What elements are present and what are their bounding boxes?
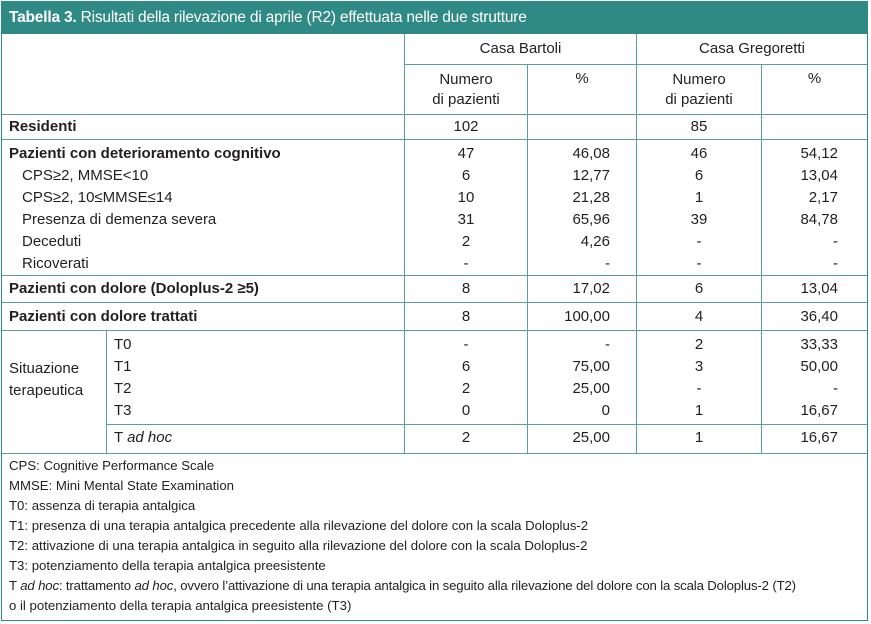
row-t0-cb-n: - — [463, 336, 469, 353]
row-t2-label: T2 — [114, 380, 132, 397]
fn-tadhoc-b: ad hoc — [20, 578, 59, 593]
header-cg-percent: % — [807, 70, 822, 87]
situazione-terapeutica-label — [9, 358, 83, 402]
row-deterioramento-cb-n: 47 — [457, 145, 475, 162]
row-t1-cb-p: 75,00 — [572, 358, 610, 375]
grid-line — [2, 114, 867, 115]
row-ricoverati-label: Ricoverati — [22, 255, 89, 272]
row-demenza-cg-p: 84,78 — [800, 211, 838, 228]
row-tadhoc-cb-p: 25,00 — [572, 429, 610, 446]
row-t0-cg-p: 33,33 — [800, 336, 838, 353]
header-cb-percent: % — [575, 70, 589, 87]
header-numero-line1: Numero — [439, 71, 493, 88]
row-t1-cb-n: 6 — [461, 358, 471, 375]
row-deterioramento-label: Pazienti con deterioramento cognitivo — [9, 145, 281, 162]
row-demenza-cb-n: 31 — [457, 211, 475, 228]
grid-line — [2, 330, 867, 331]
row-deterioramento-cg-n: 46 — [690, 145, 708, 162]
table-number: Tabella 3. — [9, 9, 77, 26]
header-cb-numero — [405, 70, 527, 110]
footnote-t1: T1: presenza di una terapia antalgica precedente alla rilevazione del dolore con la scala Doloplus-2 — [9, 518, 589, 533]
situazione-line1: Situazione — [9, 360, 80, 377]
table-frame — [1, 1, 868, 621]
footnote-tadhoc-line2: o il potenziamento della terapia antalgica preesistente (T3) — [9, 598, 352, 613]
grid-line — [2, 302, 867, 303]
row-residenti-cg-n: 85 — [690, 118, 708, 135]
row-ricoverati-cb-n: - — [463, 255, 469, 272]
row-t3-cb-p: 0 — [601, 402, 610, 419]
row-tadhoc-cb-n: 2 — [461, 429, 471, 446]
row-dolore-label: Pazienti con dolore (Doloplus-2 ≥5) — [9, 280, 259, 297]
row-cps2-cb-p: 21,28 — [572, 189, 610, 206]
footnote-tadhoc — [9, 576, 796, 596]
row-cps1-cg-n: 6 — [694, 167, 704, 184]
row-dolore-cb-p: 17,02 — [572, 280, 610, 297]
row-trattati-cg-p: 36,40 — [800, 308, 838, 325]
row-dolore-cg-p: 13,04 — [800, 280, 838, 297]
row-demenza-cb-p: 65,96 — [572, 211, 610, 228]
row-tadhoc-cg-p: 16,67 — [800, 429, 838, 446]
row-cps1-cb-n: 6 — [461, 167, 471, 184]
fn-tadhoc-d: ad hoc — [134, 578, 174, 593]
row-t3-cg-p: 16,67 — [800, 402, 838, 419]
row-t1-label: T1 — [114, 358, 132, 375]
row-demenza-label: Presenza di demenza severa — [22, 211, 217, 228]
row-deceduti-cb-p: 4,26 — [580, 233, 610, 250]
row-t1-cg-n: 3 — [694, 358, 704, 375]
fn-tadhoc-a: T — [9, 578, 21, 593]
row-t3-cg-n: 1 — [694, 402, 704, 419]
row-t2-cg-n: - — [696, 380, 702, 397]
row-ricoverati-cg-p: - — [833, 255, 838, 272]
fn-tadhoc-e: , ovvero l’attivazione di una terapia antalgica in seguito alla rilevazione del dolore con la scala Doloplus-2 (T2) — [173, 578, 796, 593]
row-t2-cb-n: 2 — [461, 380, 471, 397]
tadhoc-italic: ad hoc — [127, 429, 173, 446]
row-t0-label: T0 — [114, 336, 132, 353]
grid-line — [2, 453, 867, 454]
footnote-cps: CPS: Cognitive Performance Scale — [9, 458, 215, 473]
header-cg-numero — [637, 70, 761, 110]
header-numero-line2: di pazienti — [665, 91, 733, 108]
table-caption: Risultati della rilevazione di aprile (R2) effettuata nelle due strutture — [80, 9, 527, 26]
row-trattati-cb-n: 8 — [461, 308, 471, 325]
tadhoc-t: T — [114, 429, 123, 446]
row-t1-cg-p: 50,00 — [800, 358, 838, 375]
row-deterioramento-cb-p: 46,08 — [572, 145, 610, 162]
row-deceduti-cb-n: 2 — [461, 233, 471, 250]
fn-tadhoc-c: : trattamento — [58, 578, 135, 593]
grid-line — [106, 330, 107, 453]
row-t0-cg-n: 2 — [694, 336, 704, 353]
row-deceduti-cg-p: - — [833, 233, 838, 250]
grid-line — [404, 64, 867, 65]
row-t0-cb-p: - — [605, 336, 610, 353]
footnote-mmse: MMSE: Mini Mental State Examination — [9, 478, 235, 493]
row-cps1-cg-p: 13,04 — [800, 167, 838, 184]
row-dolore-cg-n: 6 — [694, 280, 704, 297]
row-ricoverati-cg-n: - — [696, 255, 702, 272]
row-deceduti-label: Deceduti — [22, 233, 82, 250]
grid-line — [2, 139, 867, 140]
header-casa-gregoretti: Casa Gregoretti — [699, 40, 805, 57]
table-title — [2, 2, 867, 34]
row-tadhoc-cg-n: 1 — [694, 429, 704, 446]
row-t3-label: T3 — [114, 402, 132, 419]
row-dolore-cb-n: 8 — [461, 280, 471, 297]
footnote-t0: T0: assenza di terapia antalgica — [9, 498, 196, 513]
row-t3-cb-n: 0 — [461, 402, 471, 419]
situazione-line2: terapeutica — [9, 382, 84, 399]
row-tadhoc-label — [114, 429, 172, 447]
row-ricoverati-cb-p: - — [605, 255, 610, 272]
row-deceduti-cg-n: - — [696, 233, 702, 250]
row-cps2-cg-n: 1 — [694, 189, 704, 206]
grid-line — [106, 424, 867, 425]
footnote-t2: T2: attivazione di una terapia antalgica in seguito alla rilevazione del dolore con la scala Doloplus-2 — [9, 538, 588, 553]
row-trattati-cb-p: 100,00 — [564, 308, 610, 325]
row-t2-cg-p: - — [833, 380, 838, 397]
footnote-t3: T3: potenziamento della terapia antalgica preesistente — [9, 558, 326, 573]
row-cps2-label: CPS≥2, 10≤MMSE≤14 — [22, 189, 173, 206]
row-trattati-cg-n: 4 — [694, 308, 704, 325]
grid-line — [2, 275, 867, 276]
row-residenti-label: Residenti — [9, 118, 77, 135]
header-numero-line2: di pazienti — [432, 91, 500, 108]
row-cps1-cb-p: 12,77 — [572, 167, 610, 184]
row-demenza-cg-n: 39 — [690, 211, 708, 228]
header-numero-line1: Numero — [672, 71, 726, 88]
row-cps2-cb-n: 10 — [457, 189, 475, 206]
row-trattati-label: Pazienti con dolore trattati — [9, 308, 198, 325]
row-t2-cb-p: 25,00 — [572, 380, 610, 397]
row-cps1-label: CPS≥2, MMSE<10 — [22, 167, 149, 184]
row-deterioramento-cg-p: 54,12 — [800, 145, 838, 162]
row-residenti-cb-n: 102 — [453, 118, 479, 135]
header-casa-bartoli: Casa Bartoli — [479, 40, 562, 57]
row-cps2-cg-p: 2,17 — [808, 189, 838, 206]
